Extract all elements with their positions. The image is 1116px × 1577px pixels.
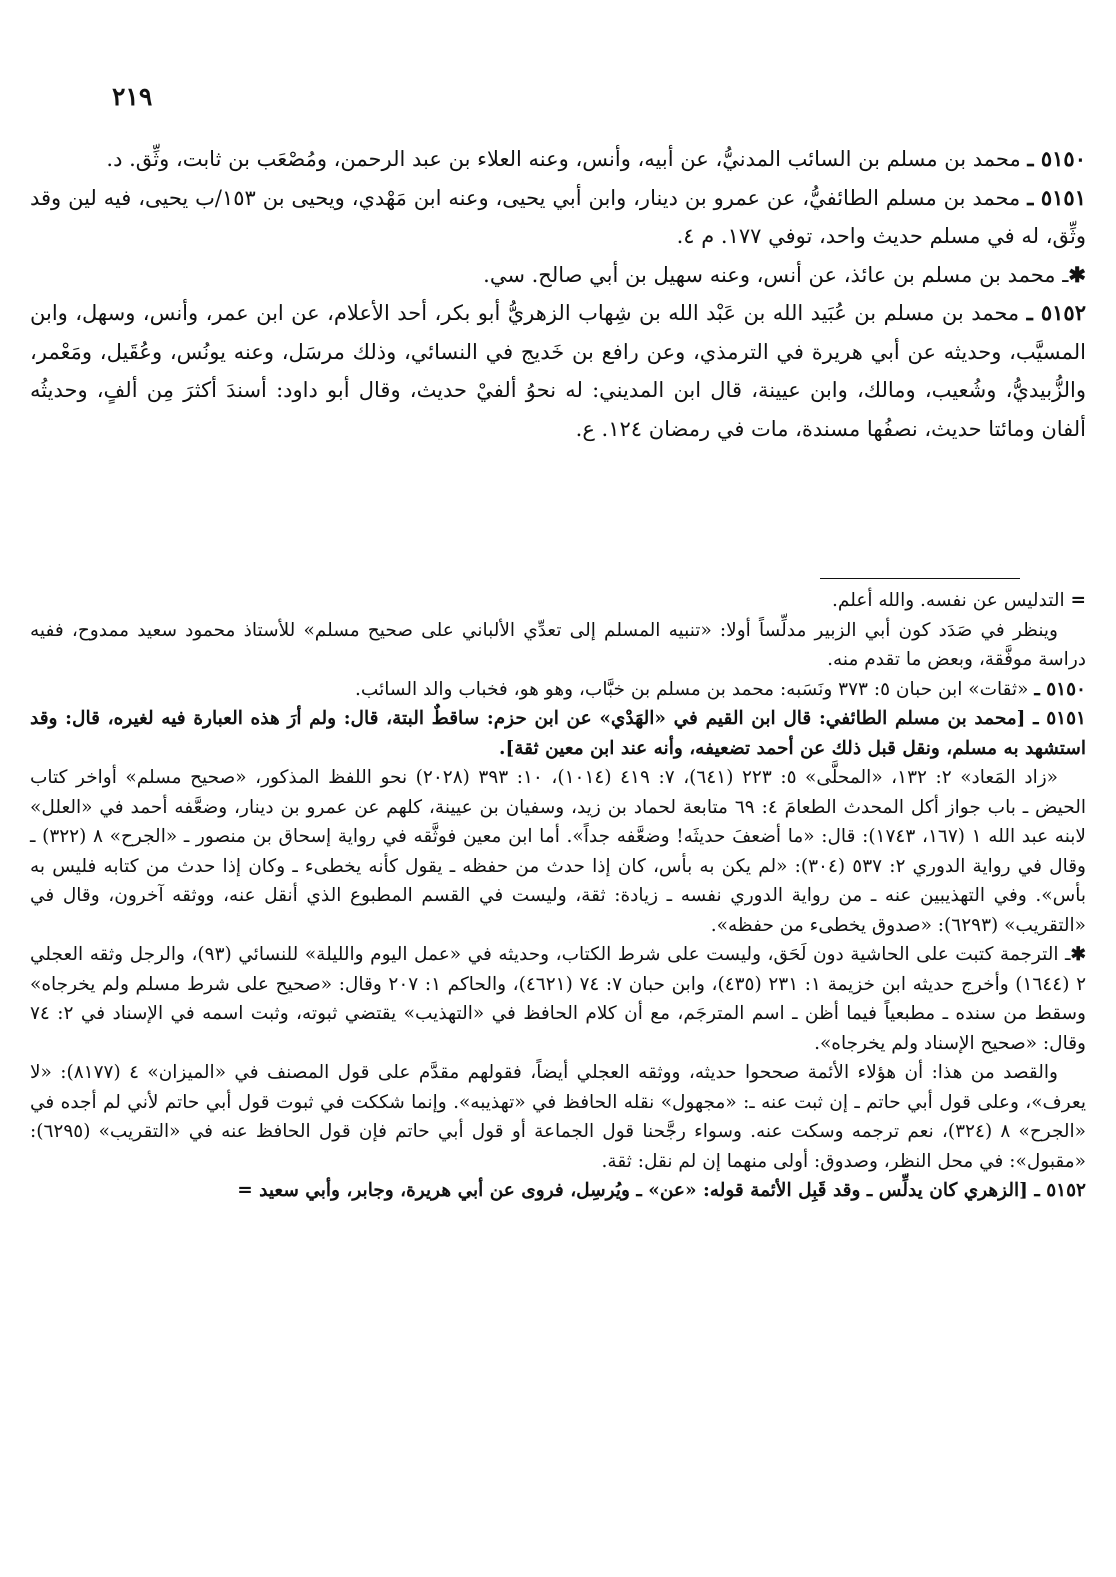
entry-number: ٥١٥٢ ـ	[1026, 300, 1086, 325]
note-text: والقصد من هذا: أن هؤلاء الأئمة صححوا حديثه، ووثقه العجلي أيضاً، فقولهم مقدَّم على قول المصنف في «الميزان» ٤ (٨١٧٧): «لا يعرف»، وعلى قول أبي حاتم ـ إن ثبت عنه ـ: «مجهول» نقله الحافظ في «تهذيبه». وإنما شككت في ثبوت قول أبي حاتم لأني لم أجده في «الجرح» ٨ (٣٢٤)، نعم ترجمه وسكت عنه. وسواء رجَّحنا قول الجماعة أو قول أبي حاتم فإن قول الحافظ عنه في «التقريب» (٦٢٩٥): «مقبول»: في محل النظر، وصدوق: أولى منهما إن لم نقل: ثقة.	[30, 1062, 1086, 1172]
entry-text: ـ محمد بن مسلم بن عائذ، عن أنس، وعنه سهيل بن أبي صالح. سي.	[483, 262, 1069, 287]
note-text: «ثقات» ابن حبان ٥: ٣٧٣ ونَسَبه: محمد بن مسلم بن خبَّاب، وهو هو، فخباب والد السائب.	[355, 678, 1029, 700]
note-continuation	[30, 586, 1086, 616]
note-paragraph	[30, 763, 1086, 940]
entry-text: محمد بن مسلم بن عُبَيد الله بن عَبْد الله بن شِهاب الزهريُّ أبو بكر، أحد الأعلام، عن ابن عمر، وأنس، وسهل، وابن المسيَّب، وحديثه عن أبي هريرة في الترمذي، وعن رافع بن خَديج في النسائي، وذلك مرسَل، وعنه يونُس، وعُقَيل، ومَعْمر، والزُّبيديُّ، وشُعيب، ومالك، وابن عيينة، قال ابن المديني: له نحوُ ألفيْ حديث، وقال أبو داود: أسندَ أكثرَ مِن ألفٍ، وحديثُه ألفان ومائتا حديث، نصفُها مسندة، مات في رمضان ١٢٤. ع.	[30, 301, 1086, 441]
footnotes	[30, 586, 1086, 1206]
entry-number: ٥١٥٠ ـ	[1027, 146, 1086, 171]
main-entries	[30, 140, 1086, 448]
note-text: [محمد بن مسلم الطائفي: قال ابن القيم في «الهَدْي» عن ابن حزم: ساقطٌ البتة، قال: ولم أرَ هذه العبارة فيه لغيره، قال: وقد استشهد به مسلم، ونقل قبل ذلك عن أحمد تضعيفه، وأنه عند ابن معين ثقة].	[30, 708, 1086, 759]
note-text: [الزهري كان يدلِّس ـ وقد قَبِل الأئمة قوله: «عن» ـ ويُرسِل، فروى عن أبي هريرة، وجابر، وأبي سعيد =	[237, 1180, 1028, 1201]
note-text: التدليس عن نفسه. والله أعلم.	[832, 590, 1065, 611]
note-5151	[30, 704, 1086, 763]
note-paragraph	[30, 1058, 1086, 1176]
continuation-marker: =	[1070, 590, 1086, 611]
entry-5152	[30, 294, 1086, 448]
entry-5150	[30, 140, 1086, 179]
star-marker: ✱	[1068, 261, 1086, 287]
footnote-divider	[820, 578, 1020, 579]
note-text: وينظر في صَدَد كون أبي الزبير مدلِّساً أولا: «تنبيه المسلم إلى تعدِّي الألباني على صحيح مسلم» للأستاذ محمود سعيد ممدوح، ففيه دراسة موفَّقة، وبعض ما تقدم منه.	[30, 619, 1086, 670]
note-number: ٥١٥١ ـ	[1033, 708, 1086, 729]
note-number: ٥١٥٠ ـ	[1034, 678, 1086, 700]
entry-5151	[30, 179, 1086, 256]
star-marker: ✱	[1070, 944, 1086, 965]
entry-text: محمد بن مسلم الطائفيُّ، عن عمرو بن دينار، وابن أبي يحيى، وعنه ابن مَهْدي، ويحيى بن ١٥٣/ب يحيى، فيه لين وقد وثِّق، له في مسلم حديث واحد، توفي ١٧٧. م ٤.	[30, 185, 1086, 248]
entry-number: ٥١٥١ ـ	[1027, 184, 1086, 210]
note-paragraph	[30, 616, 1086, 675]
note-5150	[30, 675, 1086, 705]
note-text: «زاد المَعاد» ٢: ١٣٢، «المحلَّى» ٥: ٢٢٣ (٦٤١)، ٧: ٤١٩ (١٠١٤)، ١٠: ٣٩٣ (٢٠٢٨) نحو اللفظ المذكور، «صحيح مسلم» أواخر كتاب الحيض ـ باب جواز أكل المحدث الطعامَ ٤: ٦٩ متابعة لحماد بن زيد، وسفيان بن عيينة، كلهم عن عمرو بن دينار، وضعَّفه أحمد في «العلل» لابنه عبد الله ١ (١٦٧، ١٧٤٣): قال: «ما أضعفَ حديثَه! وضعَّفه جداً». أما ابن معين فوثَّقه في رواية إسحاق بن منصور ـ «الجرح» ٨ (٣٢٢) ـ وقال في رواية الدوري ٢: ٥٣٧ (٣٠٤): «لم يكن به بأس، كان إذا حدث من حفظه ـ يقول كأنه يخطىء ـ وكان إذا حدث من كتابه فليس به بأس». وفي التهذيبين عنه ـ من رواية الدوري نفسه ـ زيادة: ثقة، وليست في القسم المطبوع الذي أنقل عنه، ووثقه آخرون، وقال في «التقريب» (٦٢٩٣): «صدوق يخطىء من حفظه».	[30, 767, 1086, 936]
note-text: ـ الترجمة كتبت على الحاشية دون لَحَق، وليست على شرط الكتاب، وحديثه في «عمل اليوم والليلة» للنسائي (٩٣)، والرجل وثقه العجلي ٢ (١٦٤٤) وأخرج حديثه ابن خزيمة ١: ٢٣١ (٤٣٥)، وابن حبان ٧: ٧٤ (٤٦٢١)، والحاكم ١: ٢٠٧ وقال: «صحيح على شرط مسلم ولم يخرجاه» وسقط من سنده ـ مطبعياً فيما أظن ـ اسم المترجَم، مع أن كلام الحافظ في «التهذيب» يقتضي ثبوته، وثبت اسمه في الإسناد في ٢: ٧٤ وقال: «صحيح الإسناد ولم يخرجاه».	[30, 944, 1087, 1054]
note-number: ٥١٥٢ ـ	[1034, 1180, 1086, 1201]
entry-text: محمد بن مسلم بن السائب المدنيُّ، عن أبيه، وأنس، وعنه العلاء بن عبد الرحمن، ومُصْعَب بن ثابت، وثِّق. د.	[106, 147, 1021, 171]
note-star	[30, 940, 1086, 1058]
page-number: ٢١٩	[112, 82, 153, 111]
entry-star	[30, 256, 1086, 295]
note-5152	[30, 1176, 1086, 1206]
